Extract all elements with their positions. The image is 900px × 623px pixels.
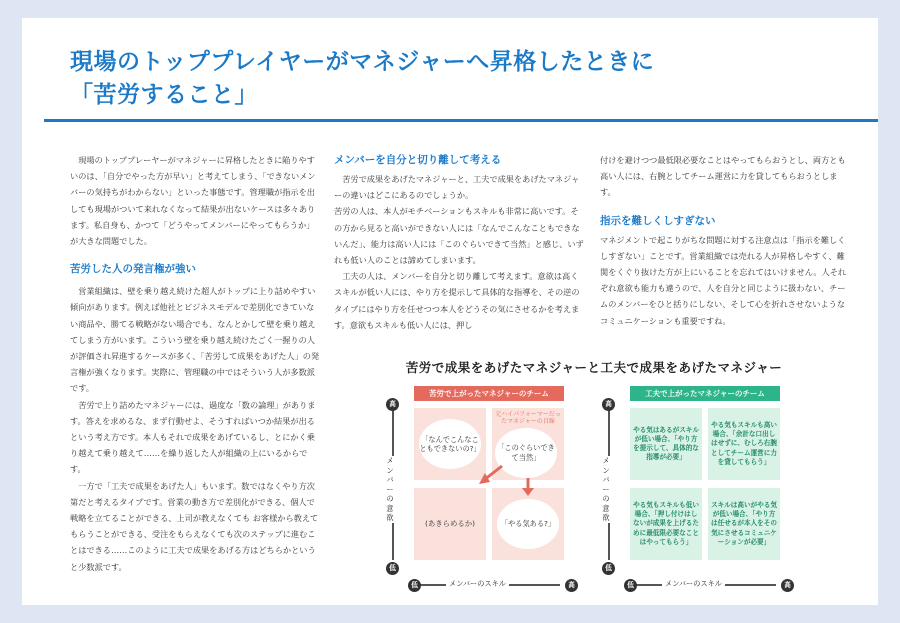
quadrant-bottom-left: やる気もスキルも低い場合、「押し付けはしないが成果を上げるために最低限必要なことはやってもらう」 bbox=[630, 488, 702, 560]
speech-bubble: 「このぐらいできて当然」 bbox=[495, 428, 557, 478]
title-divider bbox=[44, 119, 878, 122]
page-title bbox=[70, 46, 850, 112]
quadrant-top-left: やる気はあるがスキルが低い場合、「やり方を提示して、具体的な指導が必要」 bbox=[630, 408, 702, 480]
axis-high-marker: 高 bbox=[565, 579, 578, 592]
article-page bbox=[22, 18, 878, 605]
quadrant-bottom-left: (あきらめるか) bbox=[414, 488, 486, 560]
x-axis-label: メンバーのスキル bbox=[446, 579, 509, 589]
paragraph: 工夫の人は、メンバーを自分と切り離して考えます。意欲は高くスキルが低い人には、やり方を提示して具体的な指導を、その逆のタイプにはやり方を任せつつ本人をどうその気にさせるかを考えます。意欲もスキルも低い人には、押し bbox=[334, 271, 580, 330]
quadrant-bottom-right: スキルは高いがやる気が低い場合、「やり方は任せるが本人をその気にさせるコミュニケーションが必要」 bbox=[708, 488, 780, 560]
x-axis-label: メンバーのスキル bbox=[662, 579, 725, 589]
figure-panel-hardship bbox=[384, 386, 584, 591]
section-heading-instructions: 指示を難しくしすぎない bbox=[600, 214, 716, 227]
paragraph: 付けを避けつつ最低限必要なことはやってもらおうとし、両方とも高い人には、右腕としてチーム運営に力を貸してもらおうとします。 bbox=[600, 155, 846, 198]
paragraph: 苦労で成果をあげたマネジャーと、工夫で成果をあげたマネジャーの違いはどこにあるのでしょうか。 bbox=[334, 174, 580, 201]
figure-title: 苦労で成果をあげたマネジャーと工夫で成果をあげたマネジャー bbox=[405, 360, 783, 375]
section-heading-separate: メンバーを自分と切り離して考える bbox=[334, 154, 502, 166]
panel-header: 苦労で上がったマネジャーのチーム bbox=[414, 386, 564, 401]
column-2 bbox=[334, 152, 586, 333]
axis-low-marker: 低 bbox=[386, 562, 399, 575]
arrowhead bbox=[522, 488, 534, 496]
axis-high-marker: 高 bbox=[781, 579, 794, 592]
paragraph: 一方で「工夫で成果をあげた人」もいます。数ではなくやり方次第だと考えるタイプです。営業の動き方で差別化ができる、個人で戦略を立てることができる、上司が教えなくても お客様から教えてもらうことができる、受注をもらえなくても次のステップに進むことはできる……このように工夫で成果をあげる方はどちらかというと少数派です。 bbox=[70, 480, 319, 572]
speech-bubble: 「やる気ある?」 bbox=[497, 499, 559, 549]
figure-panel-ingenuity bbox=[600, 386, 800, 591]
column-1 bbox=[70, 152, 320, 575]
axis-high-marker: 高 bbox=[602, 398, 615, 411]
quadrant-top-right: やる気もスキルも高い場合、「余計な口出しはせずに、むしろ右腕としてチーム運営に力を貸してもらう」 bbox=[708, 408, 780, 480]
column-3 bbox=[600, 152, 850, 329]
intro-paragraph: 現場のトッププレーヤーがマネジャーに昇格したときに陥りやすいのは、「自分でやった方が早い」と考えてしまう、「できないメンバーの気持ちがわからない」といった事態です。管理職が指示を出しても現場がついて来れなくなって結果が出ないケースは多々あります。私自身も、かつて「どうやってメンバーにやってもらうか」が大きな問題でした。 bbox=[70, 155, 316, 247]
paragraph: 営業組織は、壁を乗り越え続けた超人がトップに上り詰めやすい傾向があります。例えば他社とビジネスモデルで差別化できていない商品や、勝てる戦略がない場合でも、なんとかして壁を乗り越えてしまう方がいます。こういう壁を乗り越え続けたごく一握りの人が評価され昇進するケースが多く、「苦労して成果をあげた人」の発言権が強くなります。実際に、管理職の中ではそういう人が多数派です。 bbox=[70, 286, 320, 394]
title-line-2: 「苦労すること」 bbox=[70, 82, 258, 108]
paragraph: 苦労で上り詰めたマネジャーには、過度な「数の論理」があります。答えを求めるな、まず行動せよ、そうすればいつか結果が出るという考え方です。本人もそれで成果をあげているし、とにかく乗り越えて乗り越えて……を繰り返した人が組織の上にいるからです。 bbox=[70, 399, 316, 475]
title-line-1: 現場のトッププレイヤーがマネジャーへ昇格したときに bbox=[70, 49, 655, 75]
paragraph: マネジメントで起こりがちな問題に対する注意点は「指示を難しくしすぎない」ことです。営業組織では売れる人が昇格しやすく、難関をくぐり抜けた方が上にいることを忘れてはいけません。人それぞれ意欲も能力も違うので、人を自分と同じように扱わない、チームのメンバーをひと括りにしない、そして心を折れさせないようなコミュニケーションも重要ですね。 bbox=[600, 234, 847, 326]
axis-low-marker: 低 bbox=[624, 579, 637, 592]
axis-high-marker: 高 bbox=[386, 398, 399, 411]
panel-header: 工夫で上がったマネジャーのチーム bbox=[630, 386, 780, 401]
arrows bbox=[384, 386, 584, 591]
speech-bubble: 「なんでこんなこともできないの?」 bbox=[419, 419, 481, 469]
y-axis-label: メンバーの意欲 bbox=[600, 456, 612, 523]
manager-view-note: 元ハイパフォーマーだったマネジャーの目線 bbox=[495, 410, 561, 425]
y-axis-label: メンバーの意欲 bbox=[384, 456, 396, 523]
paragraph: 苦労の人は、本人がモチベーションもスキルも非常に高いです。その方から見ると高いができない人には「なんでこんなこともできないんだ」、能力は高い人には「このぐらいできて当然」と感じ、いずれも低い人のことは諦めてしまいます。 bbox=[334, 206, 584, 266]
section-heading-hardship: 苦労した人の発言権が強い bbox=[70, 263, 196, 276]
axis-low-marker: 低 bbox=[408, 579, 421, 592]
axis-low-marker: 低 bbox=[602, 562, 615, 575]
